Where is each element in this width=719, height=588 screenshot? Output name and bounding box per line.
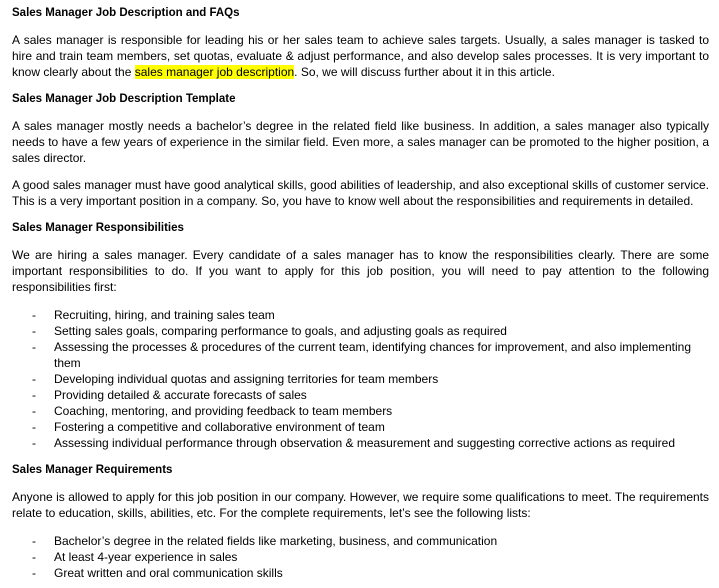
dash-bullet-icon: - bbox=[32, 534, 36, 548]
intro-paragraph bbox=[12, 32, 709, 80]
list-item bbox=[12, 307, 709, 323]
list-item-text: Fostering a competitive and collaborative environment of team bbox=[54, 420, 385, 434]
list-item bbox=[12, 371, 709, 387]
list-item-text: Assessing the processes & procedures of the current team, identifying chances for improvement, and also implementing them bbox=[54, 340, 691, 370]
list-item bbox=[12, 533, 709, 549]
list-item-text: Recruiting, hiring, and training sales team bbox=[54, 308, 275, 322]
intro-text-after: . So, we will discuss further about it in this article. bbox=[294, 65, 555, 79]
requirements-list bbox=[12, 533, 709, 581]
requirements-intro: Anyone is allowed to apply for this job position in our company. However, we require some qualifications to meet. The requirements relate to education, skills, abilities, etc. For the complete requirements, let’s see the following lists: bbox=[12, 490, 709, 520]
template-paragraph-1: A sales manager mostly needs a bachelor’s degree in the related field like business. In addition, a sales manager also typically needs to have a few years of experience in the similar field. Even more, a sales manager can be promoted to the higher position, a sales director. bbox=[12, 119, 709, 165]
list-item bbox=[12, 323, 709, 339]
list-item bbox=[12, 403, 709, 419]
dash-bullet-icon: - bbox=[32, 566, 36, 580]
document-title: Sales Manager Job Description and FAQs bbox=[12, 7, 240, 19]
list-item-text: Setting sales goals, comparing performance to goals, and adjusting goals as required bbox=[54, 324, 507, 338]
dash-bullet-icon: - bbox=[32, 404, 36, 418]
list-item-text: Assessing individual performance through observation & measurement and suggesting corrective actions as required bbox=[54, 436, 676, 450]
list-item bbox=[12, 549, 709, 565]
list-item bbox=[12, 565, 709, 581]
list-item-text: Providing detailed & accurate forecasts of sales bbox=[54, 388, 307, 402]
dash-bullet-icon: - bbox=[32, 308, 36, 322]
template-paragraph-2: A good sales manager must have good analytical skills, good abilities of leadership, and also exceptional skills of customer service. This is a very important position in a company. So, you have to know well about the responsibilities and requirements in detailed. bbox=[12, 178, 709, 208]
responsibilities-list bbox=[12, 307, 709, 451]
list-item-text: Coaching, mentoring, and providing feedback to team members bbox=[54, 404, 393, 418]
intro-text-before: A sales manager is responsible for leading his or her sales team to achieve sales targets. Usually, a sales manager is tasked to hire and train team members, set quotas, evaluate & adjust performance, and also develop sales processes. It is very important to know clearly about the bbox=[12, 33, 709, 79]
dash-bullet-icon: - bbox=[32, 436, 36, 450]
list-item-text: At least 4-year experience in sales bbox=[54, 550, 238, 564]
list-item-text: Developing individual quotas and assigning territories for team members bbox=[54, 372, 439, 386]
responsibilities-intro: We are hiring a sales manager. Every candidate of a sales manager has to know the responsibilities clearly. There are some important responsibilities to do. If you want to apply for this job position, you will need to pay attention to the following responsibilities first: bbox=[12, 248, 709, 294]
list-item bbox=[12, 419, 709, 435]
list-item-text: Bachelor’s degree in the related fields like marketing, business, and communication bbox=[54, 534, 498, 548]
dash-bullet-icon: - bbox=[32, 420, 36, 434]
requirements-heading: Sales Manager Requirements bbox=[12, 464, 173, 476]
responsibilities-heading: Sales Manager Responsibilities bbox=[12, 222, 184, 234]
list-item bbox=[12, 339, 709, 371]
dash-bullet-icon: - bbox=[32, 550, 36, 564]
template-heading: Sales Manager Job Description Template bbox=[12, 93, 236, 105]
list-item bbox=[12, 387, 709, 403]
highlighted-phrase: sales manager job description bbox=[134, 65, 295, 79]
dash-bullet-icon: - bbox=[32, 388, 36, 402]
list-item-text: Great written and oral communication skills bbox=[54, 566, 283, 580]
dash-bullet-icon: - bbox=[32, 340, 36, 354]
dash-bullet-icon: - bbox=[32, 372, 36, 386]
dash-bullet-icon: - bbox=[32, 324, 36, 338]
list-item bbox=[12, 435, 709, 451]
